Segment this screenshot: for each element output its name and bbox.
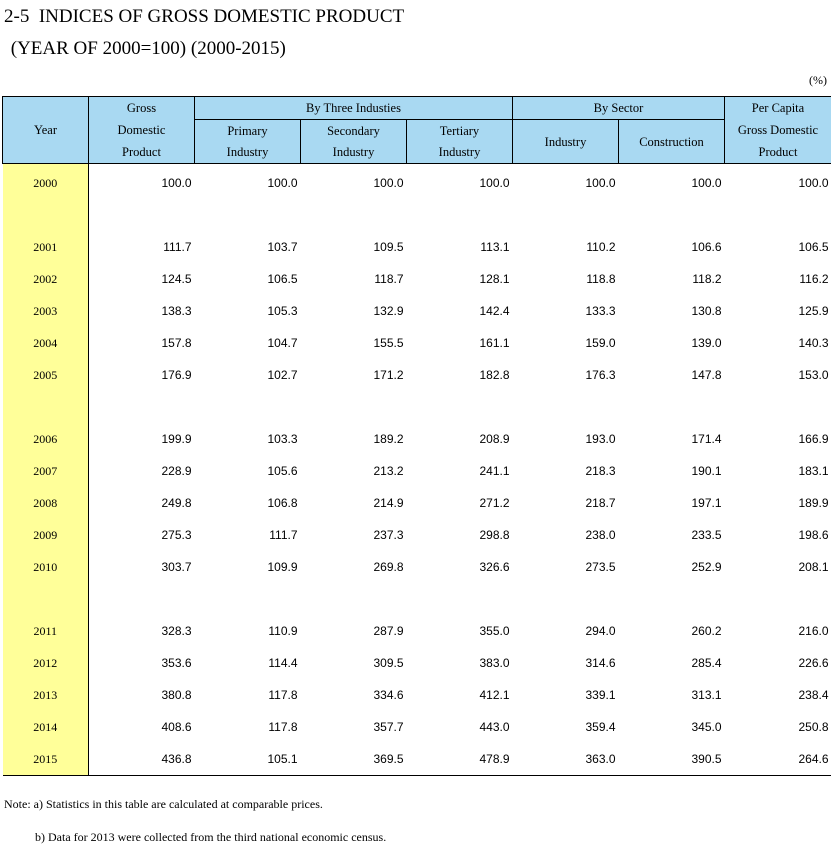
- header-by-three-industries: By Three Industies: [195, 97, 513, 120]
- value-cell: 390.5: [619, 743, 725, 776]
- year-cell: 2003: [3, 295, 89, 327]
- empty-cell: [407, 583, 513, 615]
- spacer-row: [3, 199, 831, 231]
- empty-cell: [725, 583, 831, 615]
- value-cell: 155.5: [373, 336, 404, 350]
- value-cell: 218.3: [585, 464, 616, 478]
- table-row: [3, 647, 831, 679]
- table-row: [3, 231, 831, 263]
- header-secondary: [301, 120, 407, 164]
- page-title: 2-5 INDICES OF GROSS DOMESTIC PRODUCT: [4, 6, 405, 27]
- value-cell: 218.7: [585, 496, 616, 510]
- year-cell: [3, 391, 89, 423]
- value-cell: 116.2: [799, 272, 829, 286]
- value-cell: 436.8: [89, 743, 195, 776]
- value-cell: 313.1: [691, 688, 722, 702]
- value-cell: 113.1: [480, 240, 510, 254]
- value-cell: 238.0: [585, 528, 616, 542]
- value-cell: 147.8: [691, 368, 722, 382]
- table-row: [3, 359, 831, 391]
- empty-cell: [89, 583, 195, 615]
- value-cell: 103.3: [267, 432, 298, 446]
- year-cell: 2013: [3, 679, 89, 711]
- value-cell: 106.6: [691, 240, 722, 254]
- empty-cell: [301, 199, 407, 231]
- value-cell: 303.7: [161, 560, 192, 574]
- value-cell: 193.0: [585, 432, 616, 446]
- note-b: b) Data for 2013 were collected from the third national economic census.: [35, 830, 387, 844]
- value-cell: 111.7: [269, 528, 298, 542]
- value-cell: 106.8: [267, 496, 298, 510]
- empty-cell: [725, 199, 831, 231]
- header-tertiary-line1: Tertiary: [439, 123, 480, 138]
- year-cell: 2008: [3, 487, 89, 519]
- value-cell: 105.6: [267, 464, 298, 478]
- table-row: [3, 487, 831, 519]
- value-cell: 197.1: [691, 496, 722, 510]
- value-cell: 216.0: [798, 624, 829, 638]
- value-cell: 176.9: [161, 368, 192, 382]
- value-cell: 159.0: [585, 336, 616, 350]
- value-cell: 100.0: [161, 176, 192, 190]
- value-cell: 117.8: [268, 720, 298, 734]
- header-gdp-line2: Domestic: [117, 123, 166, 137]
- empty-cell: [619, 199, 725, 231]
- value-cell: 125.9: [798, 304, 829, 318]
- header-per-capita-line2: Gross Domestic: [737, 123, 819, 137]
- value-cell: 105.1: [195, 743, 301, 776]
- value-cell: 183.1: [798, 464, 829, 478]
- value-cell: 100.0: [691, 176, 722, 190]
- table-row: [3, 743, 831, 776]
- value-cell: 369.5: [301, 743, 407, 776]
- value-cell: 110.9: [268, 624, 298, 638]
- value-cell: 139.0: [691, 336, 722, 350]
- empty-cell: [195, 583, 301, 615]
- value-cell: 264.6: [725, 743, 831, 776]
- value-cell: 353.6: [161, 656, 192, 670]
- value-cell: 182.8: [479, 368, 510, 382]
- value-cell: 273.5: [585, 560, 616, 574]
- value-cell: 226.6: [798, 656, 829, 670]
- empty-cell: [301, 583, 407, 615]
- table-row: [3, 164, 831, 200]
- spacer-row: [3, 583, 831, 615]
- value-cell: 100.0: [373, 176, 404, 190]
- empty-cell: [725, 391, 831, 423]
- table-row: [3, 711, 831, 743]
- spacer-row: [3, 391, 831, 423]
- year-cell: 2012: [3, 647, 89, 679]
- value-cell: 102.7: [267, 368, 298, 382]
- empty-cell: [195, 391, 301, 423]
- year-cell: 2015: [3, 743, 89, 776]
- value-cell: 249.8: [161, 496, 192, 510]
- value-cell: 443.0: [479, 720, 510, 734]
- year-cell: 2009: [3, 519, 89, 551]
- gdp-index-table: [2, 96, 831, 776]
- value-cell: 334.6: [373, 688, 404, 702]
- year-cell: 2000: [3, 164, 89, 200]
- empty-cell: [89, 391, 195, 423]
- header-gdp-line3: Product: [122, 145, 161, 159]
- table-row: [3, 327, 831, 359]
- value-cell: 190.1: [691, 464, 722, 478]
- value-cell: 103.7: [267, 240, 298, 254]
- header-construction: Construction: [619, 120, 725, 164]
- value-cell: 106.5: [267, 272, 298, 286]
- value-cell: 238.4: [798, 688, 829, 702]
- value-cell: 133.3: [585, 304, 616, 318]
- value-cell: 271.2: [479, 496, 510, 510]
- value-cell: 100.0: [585, 176, 616, 190]
- value-cell: 328.3: [161, 624, 192, 638]
- year-cell: [3, 199, 89, 231]
- empty-cell: [513, 199, 619, 231]
- value-cell: 363.0: [513, 743, 619, 776]
- value-cell: 339.1: [585, 688, 616, 702]
- value-cell: 345.0: [691, 720, 722, 734]
- empty-cell: [407, 391, 513, 423]
- header-secondary-line1: Secondary: [327, 123, 380, 138]
- value-cell: 298.8: [479, 528, 510, 542]
- value-cell: 109.9: [267, 560, 298, 574]
- table-row: [3, 423, 831, 455]
- value-cell: 166.9: [798, 432, 829, 446]
- value-cell: 114.4: [268, 656, 298, 670]
- value-cell: 357.7: [373, 720, 404, 734]
- year-cell: 2002: [3, 263, 89, 295]
- header-primary: [195, 120, 301, 164]
- value-cell: 214.9: [373, 496, 404, 510]
- value-cell: 138.3: [161, 304, 192, 318]
- value-cell: 309.5: [373, 656, 404, 670]
- note-a: Note: a) Statistics in this table are calculated at comparable prices.: [4, 797, 323, 811]
- value-cell: 189.9: [798, 496, 829, 510]
- header-per-capita: [725, 97, 831, 164]
- empty-cell: [89, 199, 195, 231]
- value-cell: 213.2: [373, 464, 404, 478]
- table-row: [3, 295, 831, 327]
- unit-label: (%): [809, 73, 827, 87]
- value-cell: 285.4: [691, 656, 722, 670]
- table-row: [3, 615, 831, 647]
- value-cell: 269.8: [373, 560, 404, 574]
- year-cell: 2005: [3, 359, 89, 391]
- value-cell: 198.6: [798, 528, 829, 542]
- table-body: [3, 164, 831, 776]
- value-cell: 118.2: [692, 272, 722, 286]
- header-per-capita-line3: Product: [758, 145, 798, 159]
- value-cell: 128.1: [479, 272, 510, 286]
- value-cell: 161.1: [479, 336, 510, 350]
- header-industry: Industry: [513, 120, 619, 164]
- value-cell: 106.5: [798, 240, 829, 254]
- value-cell: 208.9: [479, 432, 510, 446]
- header-tertiary: [407, 120, 513, 164]
- value-cell: 124.5: [161, 272, 192, 286]
- value-cell: 105.3: [267, 304, 298, 318]
- year-cell: 2011: [3, 615, 89, 647]
- value-cell: 208.1: [798, 560, 829, 574]
- value-cell: 117.8: [268, 688, 298, 702]
- value-cell: 478.9: [407, 743, 513, 776]
- table-row: [3, 551, 831, 583]
- value-cell: 199.9: [161, 432, 192, 446]
- value-cell: 142.4: [479, 304, 510, 318]
- page-subtitle: (YEAR OF 2000=100) (2000-2015): [6, 38, 286, 59]
- value-cell: 189.2: [373, 432, 404, 446]
- value-cell: 111.7: [163, 240, 192, 254]
- value-cell: 287.9: [373, 624, 404, 638]
- value-cell: 380.8: [161, 688, 192, 702]
- header-primary-line2: Industry: [226, 144, 269, 159]
- year-cell: [3, 583, 89, 615]
- value-cell: 140.3: [798, 336, 829, 350]
- header-primary-line1: Primary: [227, 123, 268, 138]
- value-cell: 110.2: [586, 240, 616, 254]
- value-cell: 408.6: [161, 720, 192, 734]
- value-cell: 250.8: [798, 720, 829, 734]
- empty-cell: [195, 199, 301, 231]
- value-cell: 100.0: [798, 176, 829, 190]
- value-cell: 109.5: [373, 240, 404, 254]
- value-cell: 314.6: [585, 656, 616, 670]
- value-cell: 383.0: [479, 656, 510, 670]
- empty-cell: [407, 199, 513, 231]
- value-cell: 157.8: [161, 336, 192, 350]
- value-cell: 171.2: [373, 368, 404, 382]
- value-cell: 228.9: [161, 464, 192, 478]
- table-row: [3, 263, 831, 295]
- value-cell: 412.1: [479, 688, 510, 702]
- value-cell: 233.5: [691, 528, 722, 542]
- year-cell: 2010: [3, 551, 89, 583]
- value-cell: 130.8: [691, 304, 722, 318]
- value-cell: 153.0: [798, 368, 829, 382]
- value-cell: 176.3: [585, 368, 616, 382]
- empty-cell: [619, 391, 725, 423]
- value-cell: 104.7: [267, 336, 298, 350]
- table-row: [3, 455, 831, 487]
- header-per-capita-line1: Per Capita: [751, 101, 805, 115]
- header-gdp: [89, 97, 195, 164]
- value-cell: 252.9: [691, 560, 722, 574]
- value-cell: 118.8: [586, 272, 616, 286]
- value-cell: 326.6: [479, 560, 510, 574]
- value-cell: 355.0: [479, 624, 510, 638]
- empty-cell: [619, 583, 725, 615]
- table-row: [3, 519, 831, 551]
- header-by-sector: By Sector: [513, 97, 725, 120]
- value-cell: 294.0: [585, 624, 616, 638]
- header-year: Year: [3, 97, 89, 164]
- empty-cell: [513, 583, 619, 615]
- value-cell: 118.7: [374, 272, 404, 286]
- value-cell: 260.2: [691, 624, 722, 638]
- value-cell: 237.3: [373, 528, 404, 542]
- table-row: [3, 679, 831, 711]
- empty-cell: [301, 391, 407, 423]
- year-cell: 2001: [3, 231, 89, 263]
- header-gdp-line1: Gross: [126, 101, 157, 115]
- year-cell: 2006: [3, 423, 89, 455]
- value-cell: 275.3: [161, 528, 192, 542]
- year-cell: 2007: [3, 455, 89, 487]
- header-secondary-line2: Industry: [332, 144, 375, 159]
- value-cell: 100.0: [267, 176, 298, 190]
- year-cell: 2014: [3, 711, 89, 743]
- empty-cell: [513, 391, 619, 423]
- value-cell: 359.4: [585, 720, 616, 734]
- header-tertiary-line2: Industry: [438, 144, 481, 159]
- value-cell: 241.1: [479, 464, 510, 478]
- value-cell: 100.0: [479, 176, 510, 190]
- value-cell: 171.4: [691, 432, 722, 446]
- year-cell: 2004: [3, 327, 89, 359]
- value-cell: 132.9: [373, 304, 404, 318]
